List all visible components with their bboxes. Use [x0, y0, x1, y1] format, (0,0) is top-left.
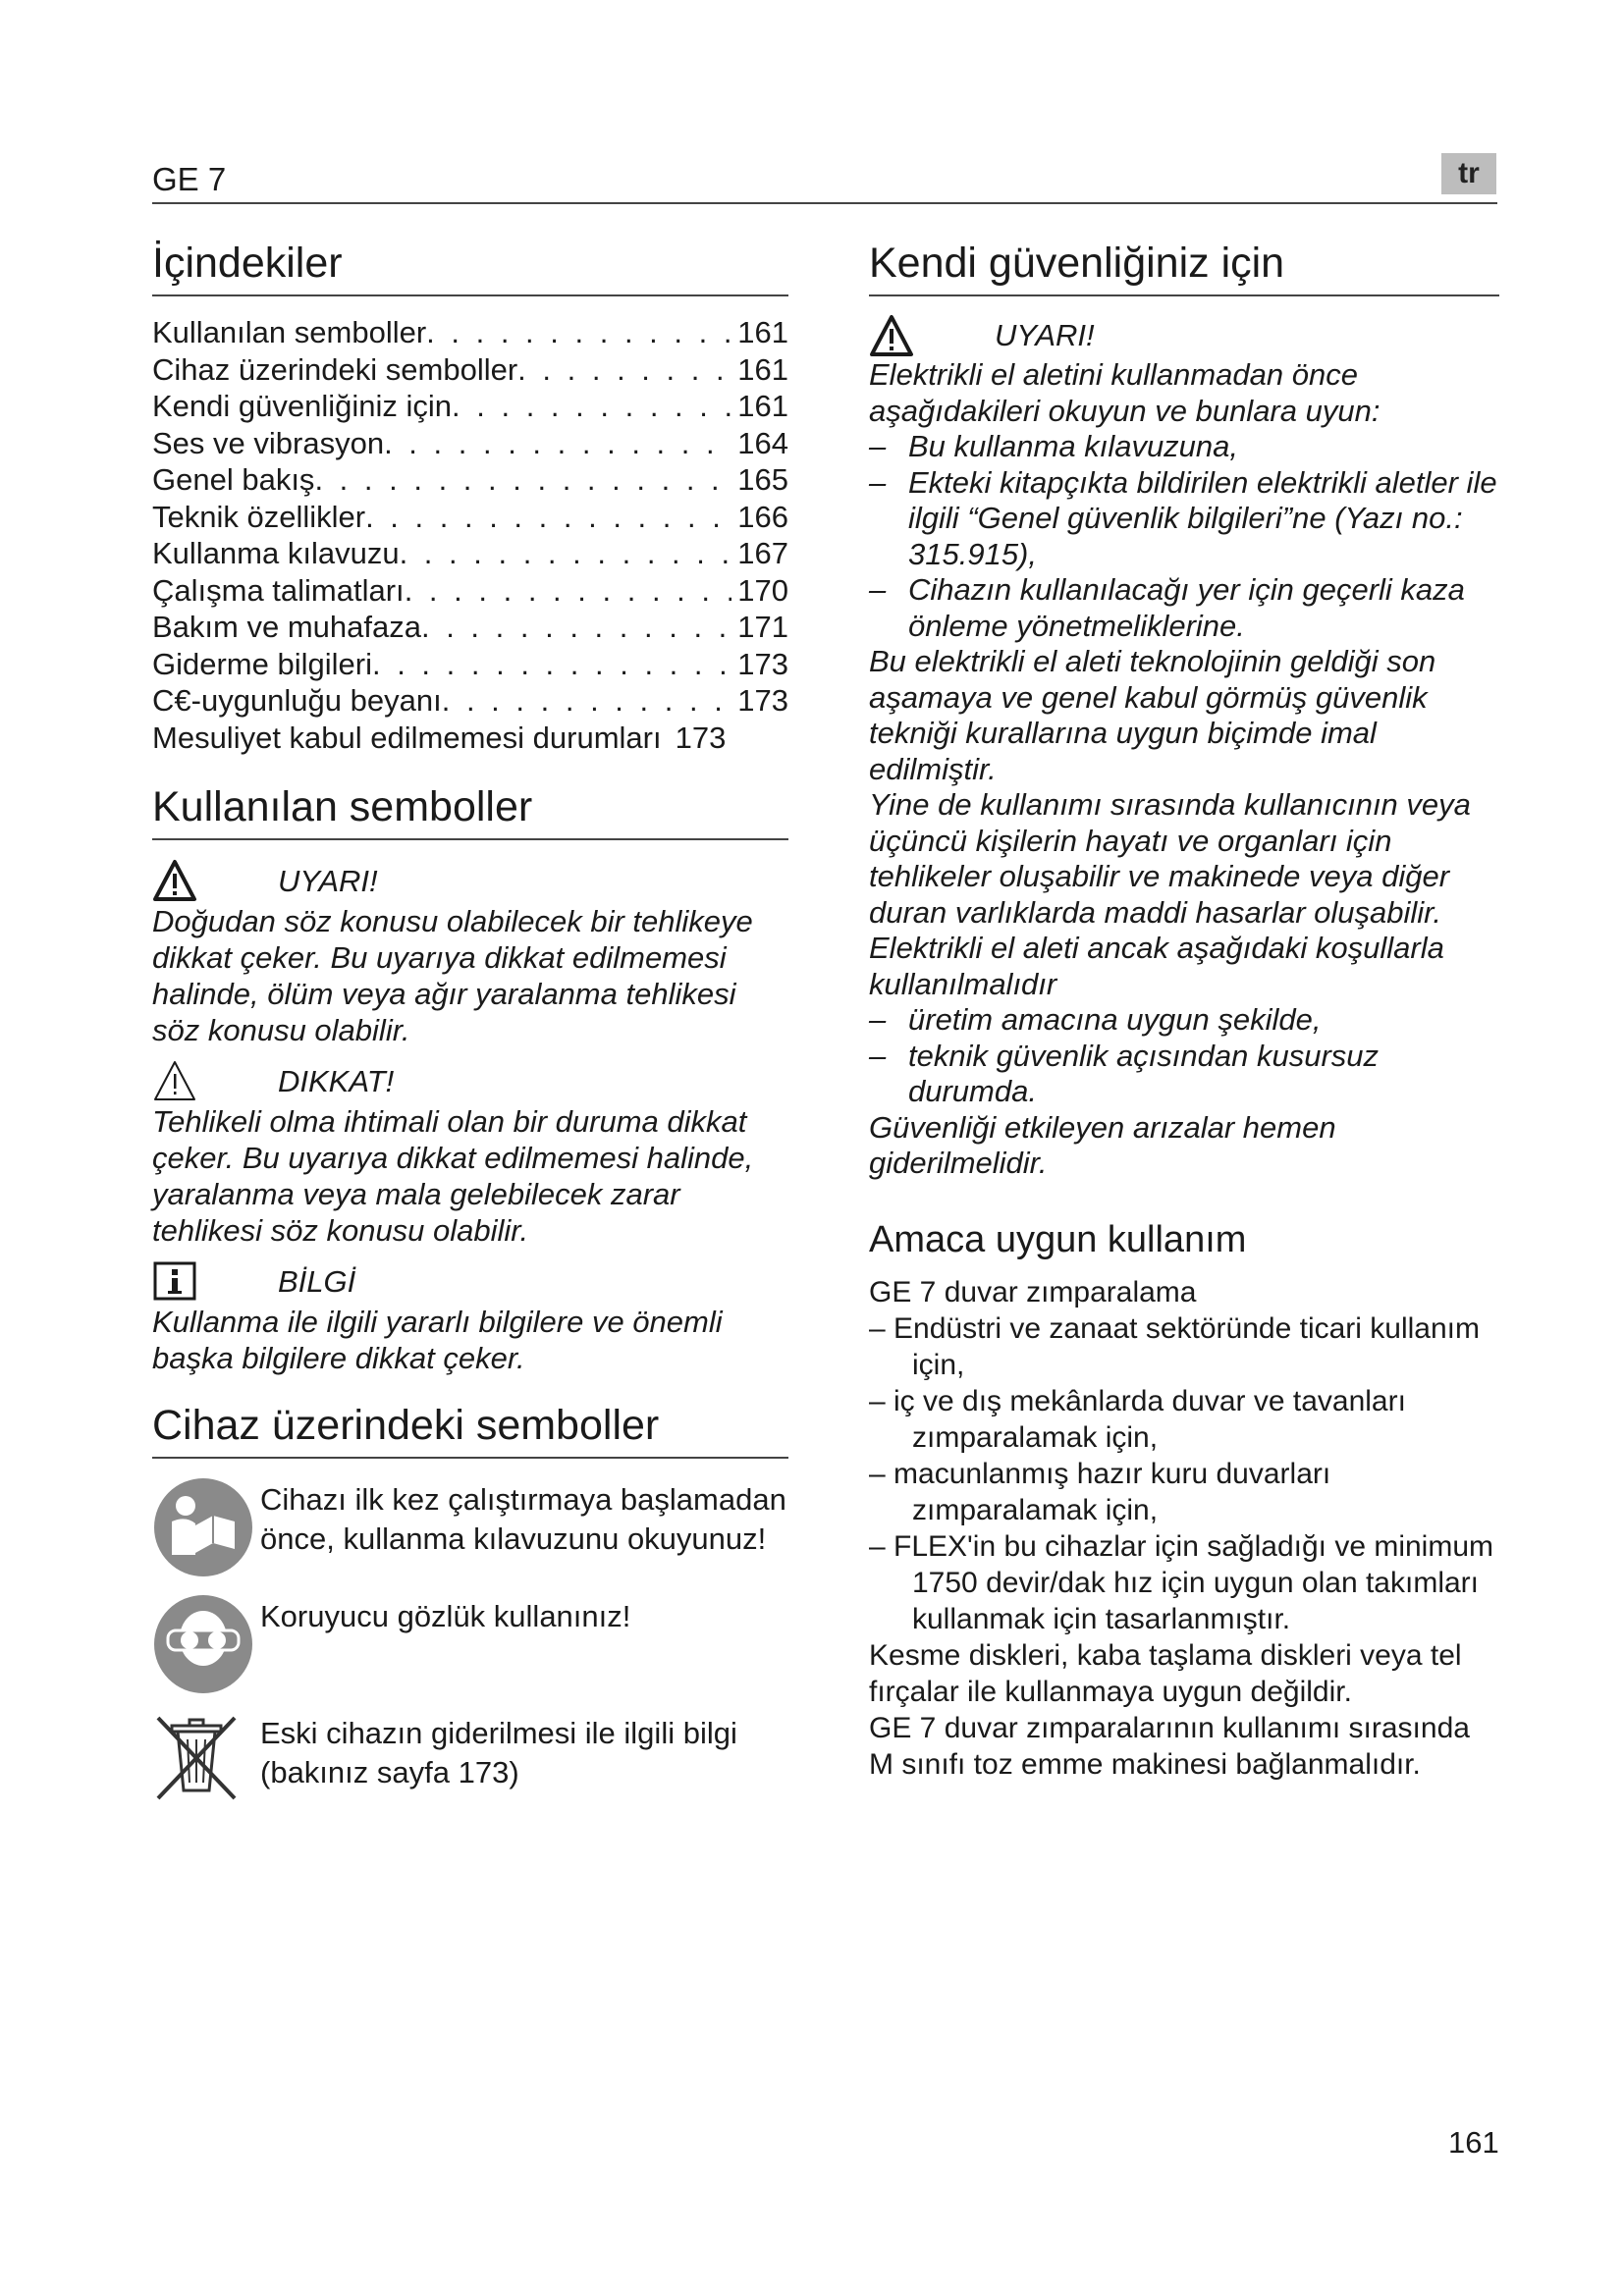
safety-warning-label: UYARI! [995, 317, 1095, 352]
caution-label: DIKKAT! [278, 1063, 395, 1098]
device-symbol-row [152, 1593, 788, 1700]
list-item: – Endüstri ve zanaat sektöründe ticari kullanım için, [869, 1311, 1480, 1381]
list-item: – üretim amacına uygun şekilde, [869, 1002, 1499, 1039]
intended-use-paragraph: Kesme diskleri, kaba taşlama diskleri veya tel fırçalar ile kullanmaya uygun değildir. [869, 1638, 1462, 1708]
toc-entry[interactable]: Cihaz üzerindeki semboller . . . 161 [152, 351, 788, 389]
caution-triangle-icon [152, 1058, 197, 1103]
page-number: 161 [1448, 2125, 1499, 2160]
intended-use-heading: Amaca uygun kullanım [869, 1218, 1247, 1260]
safety-heading: Kendi güvenliğiniz için [869, 236, 1499, 296]
intended-use-section [869, 1274, 1499, 1783]
info-label: BİLGİ [278, 1263, 356, 1299]
right-column [869, 236, 1499, 1783]
toc-entry[interactable]: Ses ve vibrasyon . . . 164 [152, 425, 788, 462]
caution-notice [152, 1058, 788, 1249]
language-badge: tr [1441, 153, 1496, 194]
info-icon [152, 1258, 197, 1304]
toc-entry[interactable]: Teknik özellikler . . . 166 [152, 499, 788, 536]
device-symbols-heading: Cihaz üzerindeki semboller [152, 1398, 788, 1459]
warning-label: UYARI! [278, 863, 378, 898]
toc-entry[interactable]: Kendi güvenliğiniz için . . . 161 [152, 388, 788, 425]
device-symbol-row [152, 1710, 788, 1809]
symbols-used-heading: Kullanılan semboller [152, 779, 788, 840]
device-symbol-row [152, 1476, 788, 1583]
warning-triangle-icon [152, 858, 197, 903]
list-item: – teknik güvenlik açısından kusursuz durumda. [869, 1039, 1499, 1110]
document-model-label: GE 7 [152, 161, 227, 197]
toc-entry[interactable]: Giderme bilgileri . . . 173 [152, 646, 788, 683]
safety-section [869, 314, 1499, 1182]
toc-entry[interactable]: Bakım ve muhafaza . . . 171 [152, 609, 788, 646]
info-notice [152, 1258, 788, 1376]
list-item: – FLEX'in bu cihazlar için sağladığı ve minimum 1750 devir/dak hız için uygun olan takımları kullanmak için tasarlanmıştır. [869, 1529, 1494, 1635]
safety-intro: Elektrikli el aletini kullanmadan önce aşağıdakileri okuyun ve bunlara uyun: [869, 357, 1380, 428]
intended-use-paragraph: GE 7 duvar zımparalarının kullanımı sırasında M sınıfı toz emme makinesi bağlanmalıdır. [869, 1711, 1470, 1781]
toc-entry[interactable]: C€-uygunluğu beyanı . . . 173 [152, 682, 788, 720]
crossed-bin-icon [152, 1710, 260, 1809]
toc-entry[interactable]: Mesuliyet kabul edilmemesi durumları 173 [152, 720, 727, 755]
list-item: – Cihazın kullanılacağı yer için geçerli kaza önleme yönetmeliklerine. [869, 572, 1499, 644]
safety-paragraph: Güvenliği etkileyen arızalar hemen giderilmelidir. [869, 1109, 1336, 1180]
intended-use-list [869, 1310, 1499, 1637]
left-column [152, 236, 788, 1819]
toc-title: İçindekiler [152, 236, 788, 296]
list-item: – macunlanmış hazır kuru duvarları zımparalamak için, [869, 1457, 1331, 1526]
disposal-text: Eski cihazın giderilmesi ile ilgili bilgi (bakınız sayfa 173) [260, 1716, 737, 1789]
safety-paragraph: Elektrikli el aleti ancak aşağıdaki koşullarla kullanılmalıdır [869, 931, 1444, 1001]
safety-paragraph: Bu elektrikli el aleti teknolojinin geldiği son aşamaya ve genel kabul görmüş güvenlik tekniği kurallarına uygun biçimde imal edilmiştir. [869, 644, 1436, 786]
header-divider [152, 202, 1497, 204]
warning-text: Doğudan söz konusu olabilecek bir tehlikeye dikkat çeker. Bu uyarıya dikkat edilmemesi halinde, ölüm veya ağır yaralanma tehlikesi söz konusu olabilir. [152, 904, 753, 1047]
warning-triangle-icon [869, 313, 914, 358]
intended-use-intro: GE 7 duvar zımparalama [869, 1275, 1197, 1308]
list-item: – Ekteki kitapçıkta bildirilen elektrikli aletler ile ilgili “Genel güvenlik bilgileri”ne (Yazı no.: 315.915), [869, 465, 1499, 573]
conditions-list [869, 1002, 1499, 1110]
warning-notice [152, 858, 788, 1048]
table-of-contents [152, 314, 788, 756]
safety-paragraph: Yine de kullanımı sırasında kullanıcının veya üçüncü kişilerin hayatı ve organları için tehlikeler oluşabilir ve makinede veya diğer duran varlıklarda maddi hasarlar oluşabilir. [869, 787, 1471, 930]
safety-goggles-icon [152, 1593, 260, 1700]
safety-goggles-text: Koruyucu gözlük kullanınız! [260, 1599, 631, 1633]
caution-text: Tehlikeli olma ihtimali olan bir duruma dikkat çeker. Bu uyarıya dikkat edilmemesi halinde, yaralanma veya mala gelebilecek zarar tehlikesi söz konusu olabilir. [152, 1104, 754, 1248]
info-text: Kullanma ile ilgili yararlı bilgilere ve önemli başka bilgilere dikkat çeker. [152, 1305, 723, 1375]
toc-entry[interactable]: Çalışma talimatları . . . 170 [152, 572, 788, 610]
list-item: – Bu kullanma kılavuzuna, [869, 429, 1499, 465]
read-manual-text: Cihazı ilk kez çalıştırmaya başlamadan önce, kullanma kılavuzunu okuyunuz! [260, 1482, 786, 1556]
list-item: – iç ve dış mekânlarda duvar ve tavanları zımparalamak için, [869, 1384, 1406, 1454]
toc-entry[interactable]: Kullanma kılavuzu . . . 167 [152, 535, 788, 572]
toc-entry[interactable]: Kullanılan semboller . . . 161 [152, 314, 788, 351]
toc-entry[interactable]: Genel bakış . . . 165 [152, 461, 788, 499]
read-manual-icon [152, 1476, 260, 1583]
safety-list [869, 429, 1499, 644]
